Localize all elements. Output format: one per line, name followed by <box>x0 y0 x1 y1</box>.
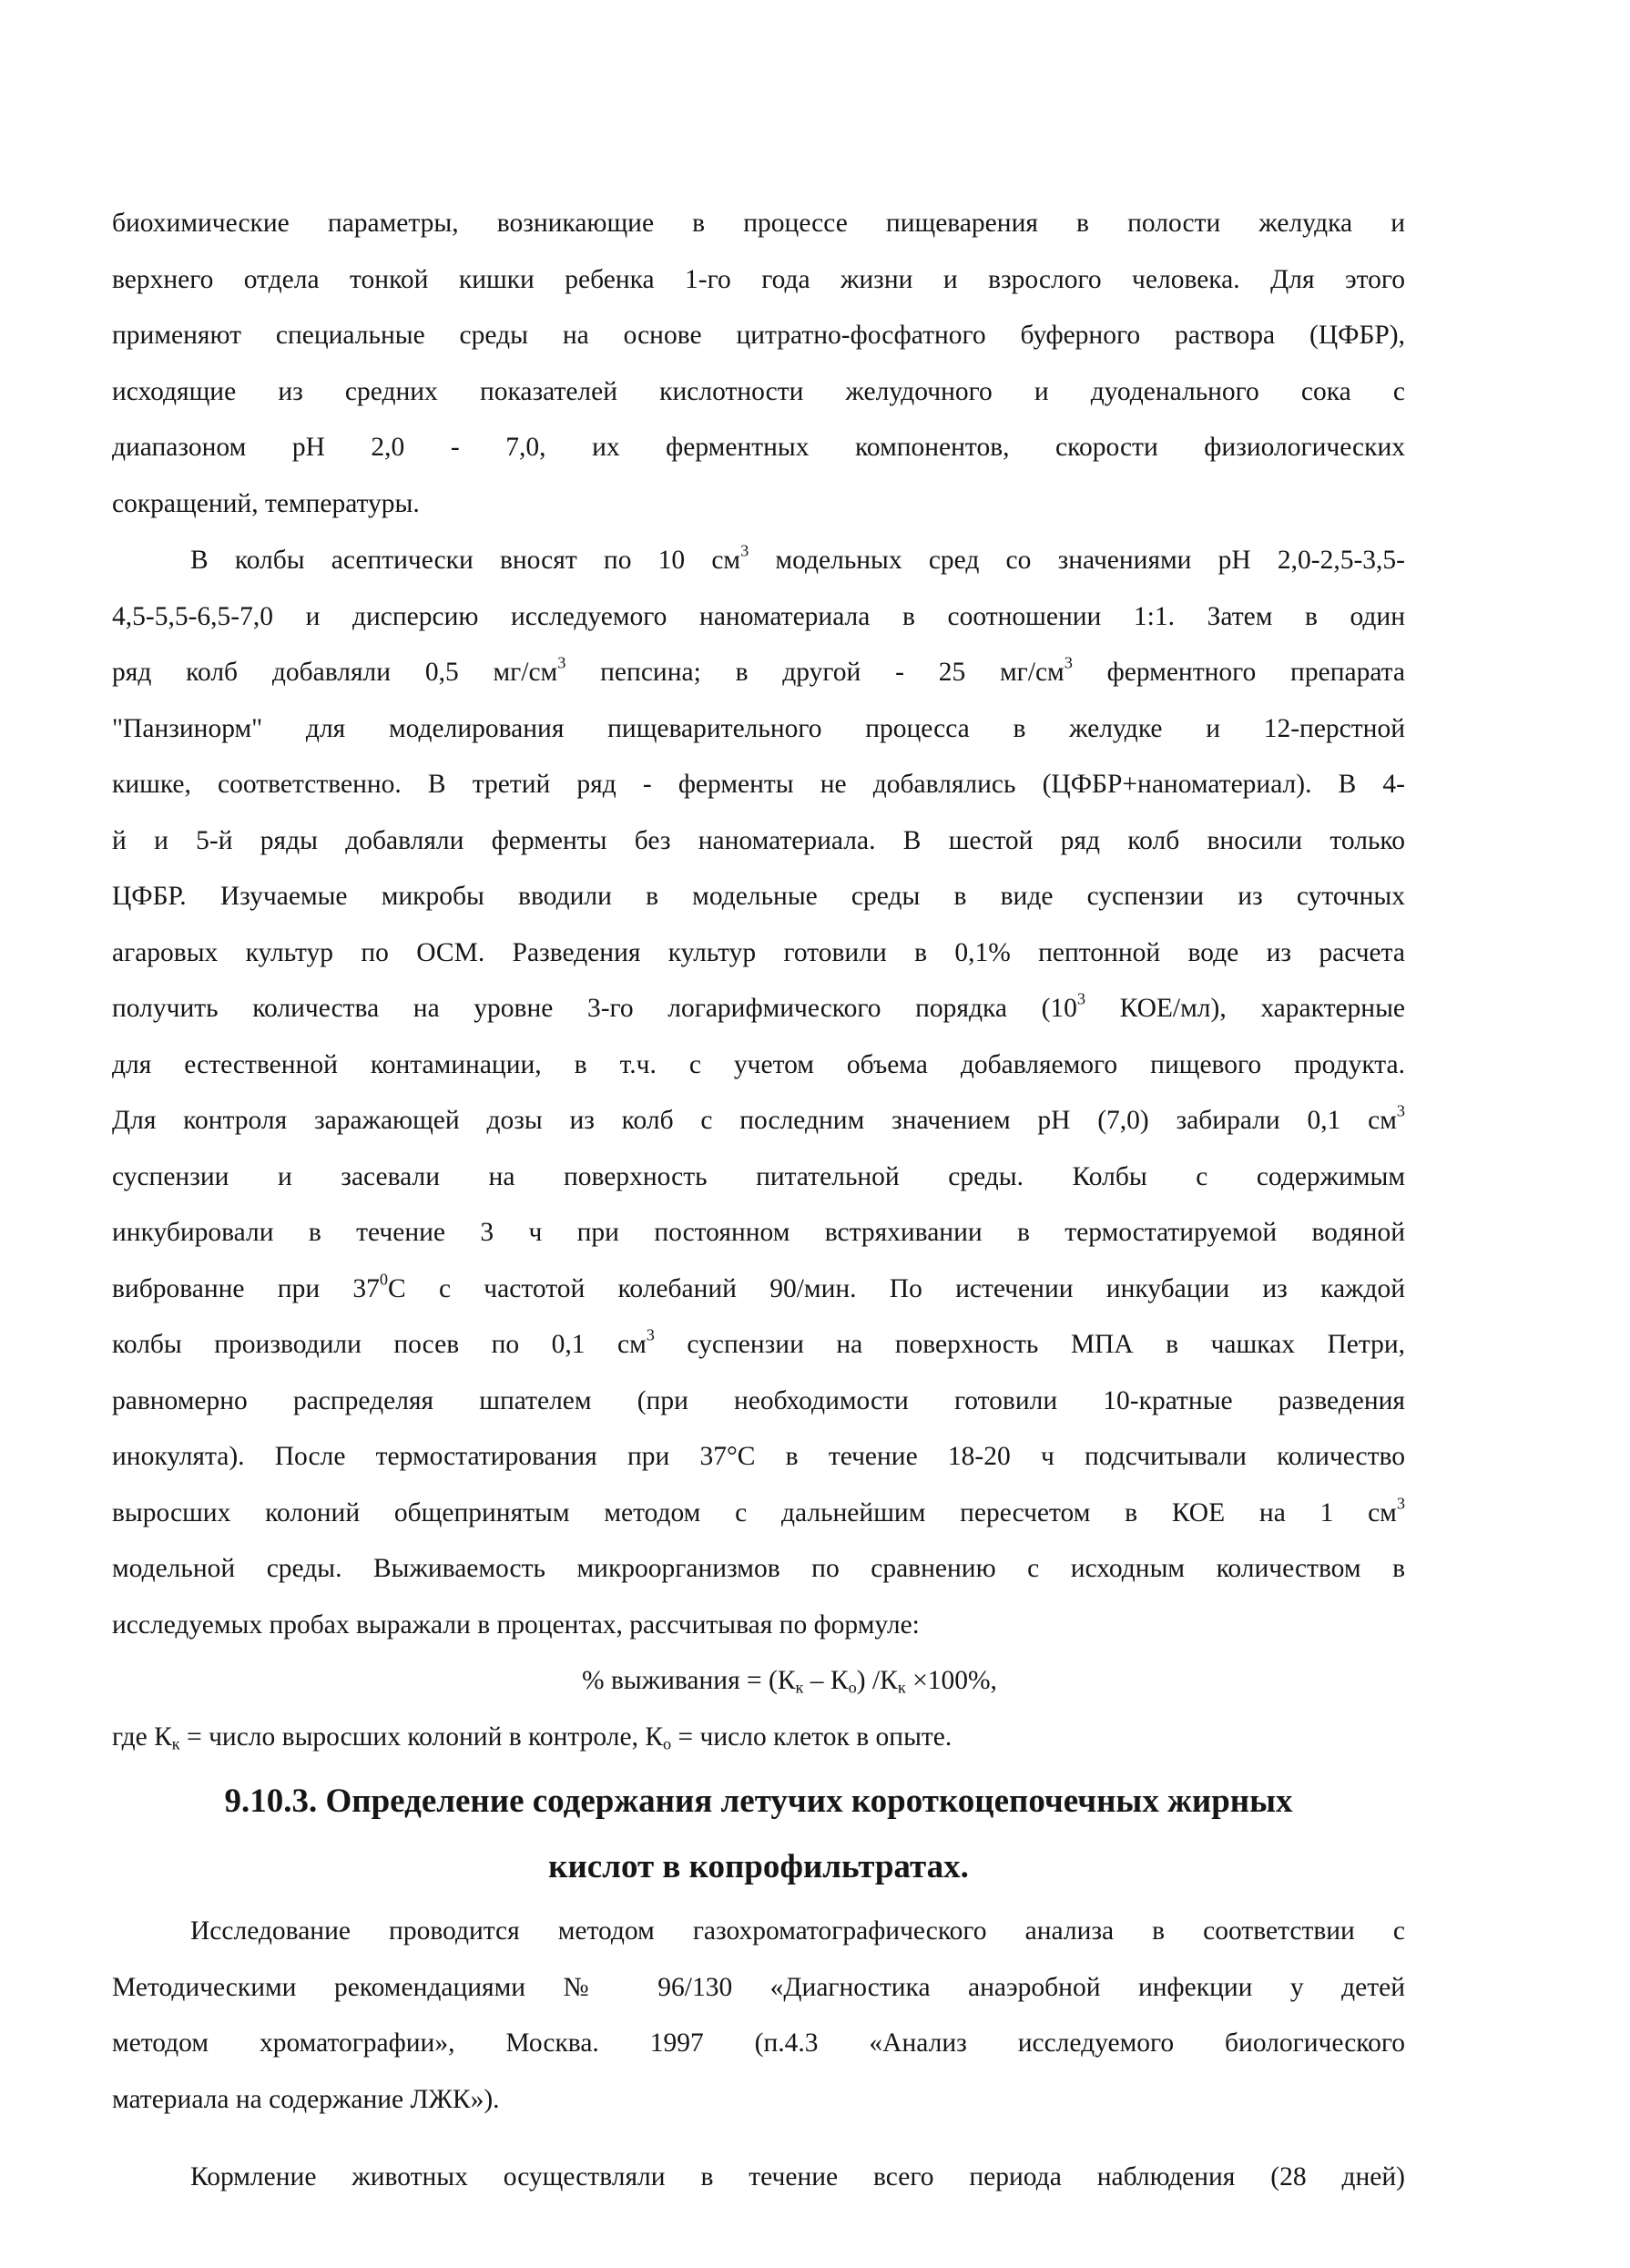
section-heading <box>112 1769 1405 1900</box>
survival-formula: % выживания = $(К_к - К_о)$ $/К_к \times 100\%$, <box>582 1666 997 1697</box>
text-line: й и 5-й ряды добавляли ферменты без наноматериала. В шестой ряд колб вносили только <box>112 825 1405 855</box>
text-line: исходящие из средних показателей кислотности желудочного и дуоденального сока с <box>112 376 1405 406</box>
text-line: инкубировали в течение 3 ч при постоянном встряхивании в термостатируемой водяной <box>112 1218 1405 1247</box>
text-line: В колбы асептически вносят по 10 $см^3$ модельных сред со значениями pH 2,0-2,5-3,5- <box>190 541 1405 575</box>
text-line: агаровых культур по ОСМ. Разведения культур готовили в 0,1% пептонной воде из расчета <box>112 937 1405 967</box>
text-line: материала на содержание ЛЖК»). <box>112 2084 500 2114</box>
text-line: колбы производили посев по 0,1 $см^3$ суспензии на поверхность МПА в чашках Петри, <box>112 1325 1405 1359</box>
text-line: верхнего отдела тонкой кишки ребенка 1-го года жизни и взрослого человека. Для этого <box>112 264 1405 294</box>
text-line: применяют специальные среды на основе цитратно-фосфатного буферного раствора (ЦФБР), <box>112 321 1405 350</box>
text-line: Для контроля заражающей дозы из колб с последним значением pH (7,0) забирали 0,1 $см^3$ <box>112 1101 1405 1135</box>
text-line: ЦФБР. Изучаемые микробы вводили в модельные среды в виде суспензии из суточных <box>112 882 1405 911</box>
section-heading-line: 9.10.3. Определение содержания летучих короткоцепочечных жирных <box>224 1783 1293 1820</box>
text-line: Кормление животных осуществляли в течение всего периода наблюдения (28 дней) <box>190 2162 1405 2191</box>
text-line: биохимические параметры, возникающие в процессе пищеварения в полости желудка и <box>112 209 1405 238</box>
text-line: равномерно распределяя шпателем (при необходимости готовили 10-кратные разведения <box>112 1385 1405 1415</box>
text-line: для естественной контаминации, в т.ч. с учетом объема добавляемого пищевого продукта. <box>112 1049 1405 1079</box>
formula-legend: где $К_к$ = число выросших колоний в контроле, $К_о$ = число клеток в опыте. <box>112 1721 953 1753</box>
text-line: суспензии и засевали на поверхность питательной среды. Колбы с содержимым <box>112 1161 1405 1191</box>
text-line: исследуемых пробах выражали в процентах, рассчитывая по формуле: <box>112 1609 920 1640</box>
paragraph-feeding <box>112 2150 1405 2206</box>
text-line: 4,5-5,5-6,5-7,0 и дисперсию исследуемого наноматериала в соотношении 1:1. Затем в один <box>112 601 1405 631</box>
text-line: Исследование проводится методом газохроматографического анализа в соответствии с <box>190 1916 1405 1946</box>
section-heading-line: кислот в копрофильтратах. <box>548 1848 969 1885</box>
text-line: ряд колб добавляли 0,5 $мг/см^3$ пепсина; в другой - 25 $мг/см^3$ ферментного препарата <box>112 653 1405 687</box>
text-line: Методическими рекомендациями № 96/130 «Диагностика анаэробной инфекции у детей <box>112 1972 1405 2002</box>
text-line: получить количества на уровне 3-го логарифмического порядка ($10^3$ КОЕ/мл), характерные <box>112 989 1405 1023</box>
text-line: модельной среды. Выживаемость микроорганизмов по сравнению с исходным количеством в <box>112 1554 1405 1583</box>
text-line: методом хроматографии», Москва. 1997 (п.4.3 «Анализ исследуемого биологического <box>112 2028 1405 2058</box>
text-line: инокулята). После термостатирования при 37°С в течение 18-20 ч подсчитывали количество <box>112 1442 1405 1471</box>
paragraph-continuation <box>112 196 1405 532</box>
text-line: "Панзинорм" для моделирования пищеварительного процесса в желудке и 12-перстной <box>112 713 1405 743</box>
paragraph-method <box>112 533 1405 1765</box>
text-line: сокращений, температуры. <box>112 488 420 518</box>
text-line: виброванне при $37^0С$ с частотой колебаний 90/мин. По истечении инкубации из каждой <box>112 1269 1405 1303</box>
text-line: диапазоном pH 2,0 - 7,0, их ферментных компонентов, скорости физиологических <box>112 433 1405 462</box>
paragraph-gc-analysis <box>112 1904 1405 2128</box>
text-line: кишке, соответственно. В третий ряд - ферменты не добавлялись (ЦФБР+наноматериал). В 4- <box>112 770 1405 799</box>
text-line: выросших колоний общепринятым методом с дальнейшим пересчетом в КОЕ на 1 $см^3$ <box>112 1493 1405 1527</box>
